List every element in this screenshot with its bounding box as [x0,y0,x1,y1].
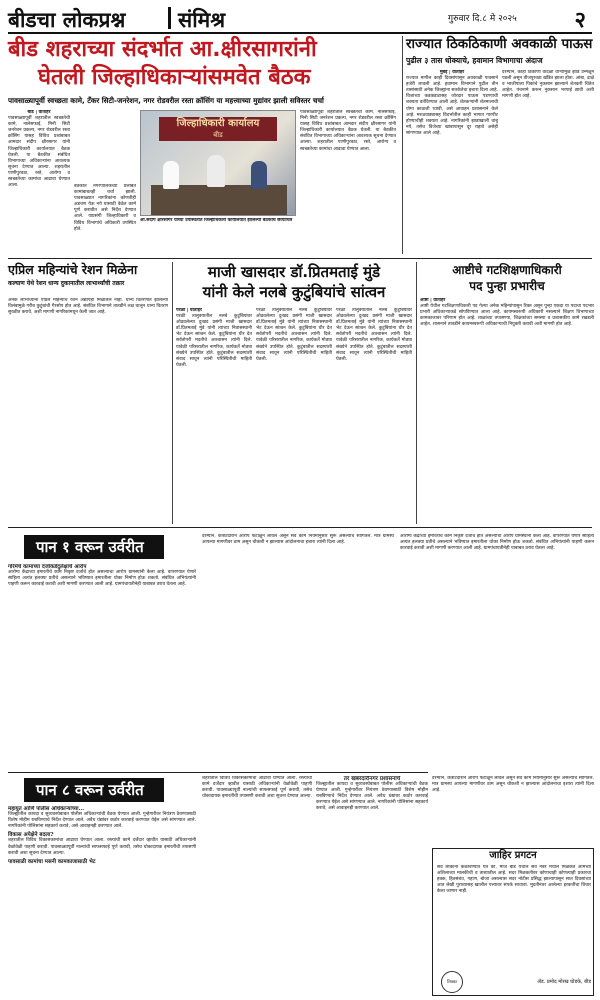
jump8-body-b: शहरातील विविध विकासकामांचा आढावा घेण्यात आला. रस्त्यांची कामे दर्जेदार व्हावीत यासाठी अधिकाऱ्यांनी वेळोवेळी पाहणी करावी. पावसाळ्यापूर्वी नाल्यांची साफसफाई पूर्ण करावी, तसेच धोकादायक इमारतींची तपासणी करावी अशा सूचना देण्यात आल्या. [8,838,196,856]
jump8-subhead3: पावसाळी कामांचा मसनी कामकाजासाठी भेट [8,858,96,865]
lead-body-a: पावसाळ्यापूर्वी शहरातील स्वच्छतेची कामे, नालेसफाई, मिनी सिटी जनरेशन प्रकल्प, नगर रोडवरील रस्ता क्रॉसिंग यासह विविध प्रश्नांबाबत आमदार संदीप क्षीरसागर यांनी जिल्हाधिकारी कार्यालयात बैठक घेतली. या बैठकीत संबंधित विभागाच्या अधिकाऱ्यांना आवश्यक सूचना देण्यात आल्या. शहरातील पाणीपुरवठा, रस्ते, आरोग्य व स्वच्छतेच्या कामांचा आढावा घेण्यात आला. [8,116,70,189]
photo-table [151,185,287,215]
jump1-col3: आरोग्य केंद्राच्या इमारतीचे काम निकृष्ट दर्जाचे होत असल्याचा आरोप ग्रामस्थांनी केला आहे. वापरण्यात येणारे साहित्य अत्यंत हलक्या प्रतीचे असल्याने भविष्यात इमारतीला धोका निर्माण होऊ शकतो. संबंधित अभियंत्यांनी पाहणी करून कारवाई करावी अशी मागणी करण्यात आली आहे. ग्रामपंचायतीनेही याबाबत ठराव घेतला आहे. [400,534,594,552]
ration-strap: कल्याण येथे रेशन धान्य दुकानातील लाभार्थ्यांची तक्रार [8,280,125,287]
gat-body [420,298,594,522]
lead-dateline: बीड | वार्ताहर [27,110,51,115]
pritam-col2: परळी तालुक्यातील नलबे कुटुंबियांवर ओढवलेल्या दुःखद प्रसंगी माजी खासदार डॉ.प्रितमताई मुंडे यांनी त्यांच्या निवासस्थानी भेट देऊन सांत्वन केले. कुटुंबियांना धीर देत सर्वतोपरी मदतीचे आश्वासन त्यांनी दिले. यावेळी परिसरातील नागरिक, कार्यकर्ते मोठ्या संख्येने उपस्थित होते. कुटुंबातील सदस्यांशी संवाद साधून त्यांनी परिस्थितीची माहिती घेतली. [256,308,332,362]
photo-signboard [159,117,277,141]
paper-name: बीडचा लोकप्रश्न [8,8,126,32]
jump8-subhead2: विकास अपेक्षेने बदला? [8,832,54,839]
photo-person-2 [207,155,225,187]
gat-headline [420,262,594,294]
gat-dateline: आष्टी | वार्ताहर [420,298,446,303]
lead-body-col1 [8,110,70,260]
lead-headline [8,36,400,92]
jump8-body-c: जिल्ह्यातील कायदा व सुव्यवस्थेबाबत पोलीस अधिकाऱ्यांची बैठक घेण्यात आली. गुन्हेगारीवर नियंत्रण ठेवण्यासाठी विशेष मोहीम राबविण्याचे निर्देश देण्यात आले. अवैध धंद्यांवर कठोर कारवाई करण्यात येईल असे सांगण्यात आले. नागरिकांनी पोलिसांना सहकार्य करावे, असे आवाहनही करण्यात आले. [316,782,428,812]
jump1-col2: दरम्यान, कंत्राटदाराने आरोप फेटाळून लावले असून सर्व काम नियमानुसार सुरू असल्याचे सांगितले. मात्र ग्रामस्थ आपल्या मागणीवर ठाम असून चौकशी न झाल्यास आंदोलनाचा इशारा त्यांनी दिला आहे. [202,534,394,546]
lead-headline-line1: बीड शहराच्या संदर्भात आ.क्षीरसागरांनी [8,37,317,62]
gat-headline-line2: पद पुन्हा प्रभारीच [469,279,545,293]
date-line: गुरुवार दि.८ मे २०२५ [448,14,517,24]
photo-sign-text: जिल्हाधिकारी कार्यालय [176,118,260,129]
notice-body: सर्व लोकांना कळविण्यात येते की, मौजे बीड येथील सर्वे नंबर मधील मिळकत आमच्या अशिलाच्या मालकीची व ताब्यातील आहे. सदर मिळकतीवर कोणाचाही कोणत्याही प्रकारचा हक्क, हितसंबंध, गहाण, बोजा असल्यास सदर नोटीस प्रसिद्ध झाल्यापासून सात दिवसांच्या आत लेखी पुराव्यासह खालील पत्त्यावर संपर्क साधावा. मुदतीनंतर आलेल्या हरकतींचा विचार केला जाणार नाही. [437,865,591,895]
weather-subhead: पुढील ३ तास धोक्याचे, हवामान विभागाचा अंदाज [406,56,543,65]
weather-headline: राज्यात ठिकठिकाणी अवकाळी पाऊस [406,36,593,52]
jump1-col1 [8,564,196,768]
ration-body: अनेक लाभार्थ्यांना एप्रिल महिन्याचे रेशन अद्यापही मिळालेले नाही. धान्य वितरणात झालेल्या विलंबामुळे गरीब कुटुंबांची गैरसोय होत आहे. संबंधित विभागाने तातडीने लक्ष घालून धान्य वितरण सुरळीत करावे, अशी मागणी नागरिकांमधून केली जात आहे. [8,298,168,316]
lead-headline-line2: घेतली जिल्हाधिकाऱ्यांसमवेत बैठक [38,65,311,90]
page-number: २ [574,8,586,33]
lead-body-col3: पावसाळ्यापूर्वी शहरातील स्वच्छतेची कामे, नालेसफाई, मिनी सिटी जनरेशन प्रकल्प, नगर रोडवरील रस्ता क्रॉसिंग यासह विविध प्रश्नांबाबत आमदार संदीप क्षीरसागर यांनी जिल्हाधिकारी कार्यालयात बैठक घेतली. या बैठकीत संबंधित विभागाच्या अधिकाऱ्यांना आवश्यक सूचना देण्यात आल्या. शहरातील पाणीपुरवठा, रस्ते, आरोग्य व स्वच्छतेच्या कामांचा आढावा घेण्यात आला. [300,110,396,152]
masthead [8,4,592,34]
notice-address: ॲड. प्रमोद मोरख घोडके, बीड [537,979,591,985]
lead-photo-caption: आ.संदीप क्षीरसागर यांच्या उपस्थितीत जिल्हाधिकारी कार्यालयात झालेल्या बैठकीचे छायाचित्र [140,218,293,223]
pritam-col3: परळी तालुक्यातील नलबे कुटुंबियांवर ओढवलेल्या दुःखद प्रसंगी माजी खासदार डॉ.प्रितमताई मुंडे यांनी त्यांच्या निवासस्थानी भेट देऊन सांत्वन केले. कुटुंबियांना धीर देत सर्वतोपरी मदतीचे आश्वासन त्यांनी दिले. यावेळी परिसरातील नागरिक, कार्यकर्ते मोठ्या संख्येने उपस्थित होते. कुटुंबातील सदस्यांशी संवाद साधून त्यांनी परिस्थितीची माहिती घेतली. [336,308,412,362]
weather-col2: दरम्यान, काही ठिकाणी वादळी वाऱ्यामुळे झाडे उन्मळून पडली असून वीजपुरवठा खंडित झाला होता. आंबा, द्राक्षे व भाजीपाला पिकांचे नुकसान झाल्याने शेतकरी चिंतेत आहेत. पंचनामे करून नुकसान भरपाई द्यावी अशी मागणी होत आहे. [502,70,594,100]
ration-headline: एप्रिल महिन्यांचे रेशन मिळेना [8,262,138,277]
jump1-col3-cont: दरम्यान, कंत्राटदाराने आरोप फेटाळून लावले असून सर्व काम नियमानुसार सुरू असल्याचे सांगितले. मात्र ग्रामस्थ आपल्या मागणीवर ठाम असून चौकशी न झाल्यास आंदोलनाचा इशारा त्यांनी दिला आहे. [432,776,594,794]
masthead-divider [168,7,171,29]
public-notice [432,848,594,996]
weather-dateline: मुंबई | वार्ताहर [439,70,465,75]
jump8-col3 [316,776,428,996]
jump8-label-bar: पान ८ वरून उर्वरीत [24,778,164,802]
pritam-headline-line2: यांनी केले नलबे कुटुंबियांचे सांत्वन [202,283,386,301]
jump8-subhead: महायुत आणि पोलीस अधिकाऱ्यांच्या... [8,806,85,812]
gat-body-text: आष्टी येथील गटशिक्षणाधिकारी पद गेल्या अनेक महिन्यांपासून रिक्त असून पुन्हा एकदा या पदाचा पदभार प्रभारी अधिकाऱ्याकडे सोपविण्यात आला आहे. कायमस्वरूपी अधिकारी नसल्याने शिक्षण विभागाच्या कामकाजावर परिणाम होत आहे. शाळांच्या तपासण्या, शिक्षकांच्या समस्या व प्रशासकीय कामे रखडली आहेत. शासनाने तातडीने कायमस्वरूपी अधिकाऱ्याची नियुक्ती करावी अशी मागणी होत आहे. [420,304,594,328]
gat-headline-line1: आष्टीचे गटशिक्षणाधिकारी [452,263,562,277]
pritam-col1 [176,308,252,522]
jump8-body: जिल्ह्यातील कायदा व सुव्यवस्थेबाबत पोलीस अधिकाऱ्यांची बैठक घेण्यात आली. गुन्हेगारीवर नियंत्रण ठेवण्यासाठी विशेष मोहीम राबविण्याचे निर्देश देण्यात आले. अवैध धंद्यांवर कठोर कारवाई करण्यात येईल असे सांगण्यात आले. नागरिकांनी पोलिसांना सहकार्य करावे, असे आवाहनही करण्यात आले. [8,812,196,830]
notice-stamp-text: शिक्का [446,979,458,984]
pritam-headline [176,262,412,302]
lead-body-col2: बैठकीत नगरपालिकेच्या प्रलंबित कामांबाबतही चर्चा झाली. पावसाळ्यात नागरिकांना कोणतीही अडचण येऊ नये यासाठी वेळेत कामे पूर्ण करावीत असे निर्देश देण्यात आले. याप्रसंगी जिल्हाधिकारी व विविध विभागांचे अधिकारी उपस्थित होते. [74,184,136,232]
photo-person-3 [251,161,267,189]
lead-photo [140,110,296,216]
weather-col1 [406,70,498,254]
weather-body: राज्यात मागील काही दिवसांपासून अवकाळी पावसाने हजेरी लावली आहे. हवामान विभागाने पुढील तीन तासांसाठी अनेक जिल्ह्यांना सतर्कतेचा इशारा दिला आहे. विजांच्या कडकडाटासह जोरदार पाऊस पडण्याची शक्यता वर्तविण्यात आली आहे. शेतकऱ्यांनी शेतमालाची योग्य काळजी घ्यावी, असे आवाहन प्रशासनाने केले आहे. मराठवाड्यासह विदर्भातील काही भागात गारपीट होण्याचीही शक्यता आहे. नागरिकांनी झाडाखाली थांबू नये, तसेच विजेच्या खांबापासून दूर राहावे असेही सांगण्यात आले आहे. [406,76,498,136]
jump1-body: आरोग्य केंद्राच्या इमारतीचे काम निकृष्ट दर्जाचे होत असल्याचा आरोप ग्रामस्थांनी केला आहे. वापरण्यात येणारे साहित्य अत्यंत हलक्या प्रतीचे असल्याने भविष्यात इमारतीला धोका निर्माण होऊ शकतो. संबंधित अभियंत्यांनी पाहणी करून कारवाई करावी अशी मागणी करण्यात आली आहे. ग्रामपंचायतीनेही याबाबत ठराव घेतला आहे. [8,570,196,588]
notice-stamp [441,971,463,993]
jump8-subhead4: तर खबरदारीनगर प्रशासनाचे [343,776,401,782]
pritam-body: परळी तालुक्यातील नलबे कुटुंबियांवर ओढवलेल्या दुःखद प्रसंगी माजी खासदार डॉ.प्रितमताई मुंडे यांनी त्यांच्या निवासस्थानी भेट देऊन सांत्वन केले. कुटुंबियांना धीर देत सर्वतोपरी मदतीचे आश्वासन त्यांनी दिले. यावेळी परिसरातील नागरिक, कार्यकर्ते मोठ्या संख्येने उपस्थित होते. कुटुंबातील सदस्यांशी संवाद साधून त्यांनी परिस्थितीची माहिती घेतली. [176,314,252,368]
jump8-col1 [8,806,196,996]
notice-title: जाहिर प्रगटन [489,850,537,861]
jump1-subhead: गरिमेचे कामाच्या दर्जाकडेदुर्लक्षाचे आरोप [8,564,87,570]
pritam-headline-line1: माजी खासदार डॉ.प्रितमताई मुंडे [207,263,381,281]
photo-person-1 [163,161,179,189]
jump1-label-bar: पान १ वरून उर्वरीत [24,535,164,559]
section-name: संमिश्र [178,8,226,32]
photo-sign-sub: बीड [213,131,223,139]
lead-strap: पावसाळ्यापूर्वी स्वच्छता कामे, टँकर सिटी-जनरेशन, नगर रोडवरील रस्ता क्रॉसिंग या महत्त्वाच्या मुद्यांवर झाली सविस्तर चर्चा [8,96,324,105]
jump8-col2: शहरातील विविध विकासकामांचा आढावा घेण्यात आला. रस्त्यांची कामे दर्जेदार व्हावीत यासाठी अधिकाऱ्यांनी वेळोवेळी पाहणी करावी. पावसाळ्यापूर्वी नाल्यांची साफसफाई पूर्ण करावी, तसेच धोकादायक इमारतींची तपासणी करावी अशा सूचना देण्यात आल्या. [202,776,312,800]
pritam-dateline: परळी | वार्ताहर [176,308,202,313]
